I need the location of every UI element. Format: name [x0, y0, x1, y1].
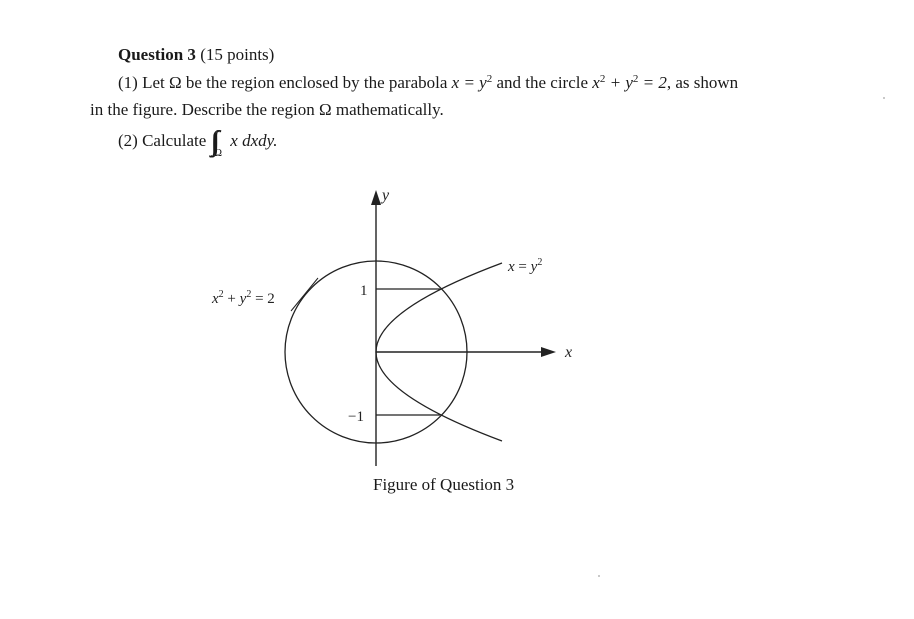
scan-speck [598, 575, 600, 577]
circle-label-leader [291, 278, 318, 311]
tick-label-1: 1 [360, 283, 368, 299]
circle-label: $x^2 + y^2 = 2$ [212, 289, 275, 307]
x-axis-arrow [541, 347, 556, 357]
question-title: Question 3 [118, 45, 196, 64]
circle-equation: $x^2 + y^2 = 2$ [592, 73, 667, 92]
part1-text-b: be the region enclosed by the parabola [185, 73, 448, 92]
part1-text-d: , as shown [666, 73, 739, 92]
double-integral-symbol: ∫∫ [210, 126, 214, 157]
parabola-label: $x = y^2$ [508, 257, 543, 275]
y-axis-label: y [382, 187, 390, 204]
omega-symbol-2: Ω [318, 100, 332, 119]
scan-speck [883, 97, 885, 99]
part1-text-line2a: in the figure. Describe the region [90, 100, 315, 119]
omega-symbol: Ω [168, 73, 182, 92]
integrand: x dxdy. [230, 131, 278, 150]
part1-text-a: (1) Let [118, 73, 165, 92]
tick-label-neg1: −1 [348, 409, 364, 425]
parabola-equation: $x = y^2$ [451, 73, 493, 92]
figure-caption: Figure of Question 3 [373, 475, 515, 494]
y-axis-arrow [371, 190, 381, 205]
part1-text-line2b: mathematically. [335, 100, 444, 119]
part1-text-c: and the circle [496, 73, 589, 92]
integral-domain-omega: Ω [213, 147, 223, 159]
part2-text-a: (2) Calculate [118, 131, 207, 150]
x-axis-label: x [565, 344, 573, 361]
question-points: (15 points) [200, 45, 275, 64]
